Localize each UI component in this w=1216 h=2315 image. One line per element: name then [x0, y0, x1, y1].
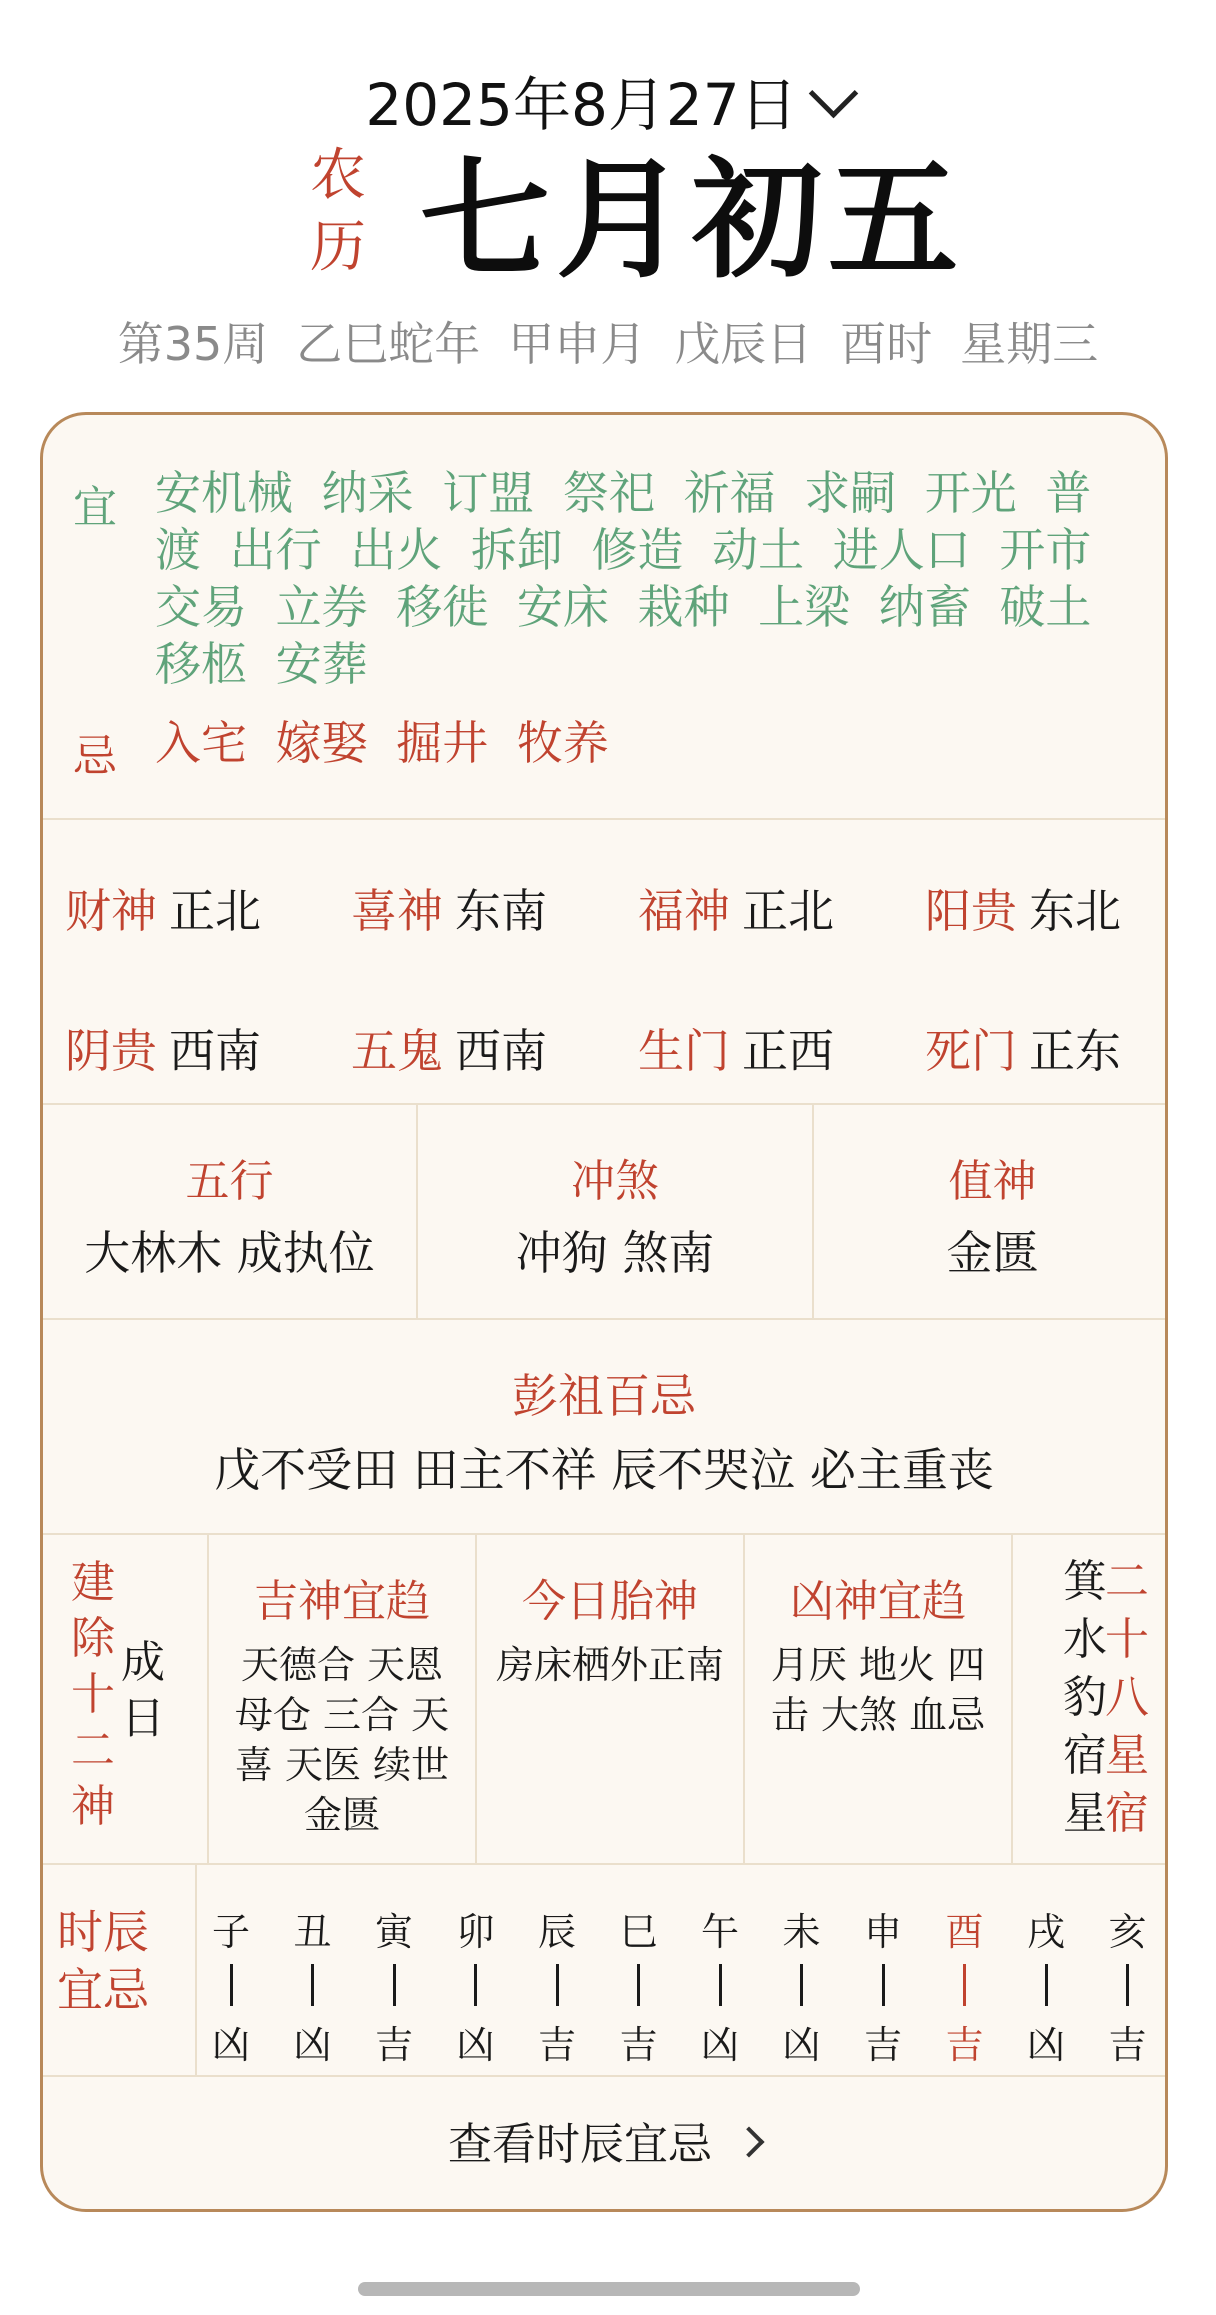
god-wugui: [351, 1015, 547, 1081]
hour-luck: 吉: [1108, 2023, 1147, 2067]
hour-name: 戌: [1026, 1910, 1065, 1954]
activity-item: 求嗣: [804, 466, 897, 520]
hour-divider: [474, 1964, 477, 2006]
activity-item: 出火: [350, 523, 443, 577]
hour-ganzhi: 酉时: [840, 317, 933, 371]
activity-item: 栽种: [637, 580, 730, 634]
ji-label: 忌: [73, 731, 117, 782]
god-value: 东北: [1029, 884, 1121, 938]
xiongshen-value: 月厌 地火 四击 大煞 血忌: [770, 1643, 986, 1737]
activity-item: 入宅: [155, 716, 247, 770]
hour-name: 午: [700, 1910, 739, 1954]
xiongshen-cell: [745, 1535, 1011, 1863]
activity-item: 开光: [924, 466, 1017, 520]
activity-item: 立券: [275, 580, 368, 634]
god-value: 东南: [455, 884, 547, 938]
jianchu-label: 建除十二神: [71, 1557, 115, 1832]
activity-item: 动土: [712, 523, 805, 577]
hour-item[interactable]: [609, 1901, 669, 2069]
hour-divider: [311, 1964, 314, 2006]
god-label: 阴贵: [65, 1024, 157, 1078]
year-ganzhi: 乙巳蛇年: [296, 317, 481, 371]
god-value: 正北: [169, 884, 261, 938]
hour-divider: [556, 1964, 559, 2006]
god-shengmen: [638, 1015, 834, 1081]
hour-name: 亥: [1108, 1910, 1147, 1954]
hour-divider: [1126, 1964, 1129, 2006]
hour-item[interactable]: [772, 1901, 832, 2069]
hour-luck: 吉: [945, 2023, 984, 2067]
god-value: 西南: [169, 1024, 261, 1078]
xiu-value: 箕水豹宿星: [1063, 1556, 1107, 1839]
activity-item: 嫁娶: [275, 716, 368, 770]
hour-divider: [800, 1964, 803, 2006]
activity-item: 安机械: [155, 466, 293, 520]
hour-luck: 凶: [1026, 2023, 1065, 2067]
date-text: 2025年8月27日: [365, 71, 798, 139]
hour-name: 辰: [537, 1910, 576, 1954]
chongsha-title: 冲煞: [571, 1156, 659, 1207]
zhishen-cell: [814, 1105, 1168, 1318]
hour-item[interactable]: [364, 1901, 424, 2069]
god-fushen: [638, 875, 834, 941]
date-selector[interactable]: [0, 58, 1216, 142]
activity-item: 开市: [999, 523, 1092, 577]
jianchu-value: 成日: [121, 1637, 165, 1744]
activity-item: 修造: [591, 523, 684, 577]
yi-label: 宜: [73, 482, 117, 533]
jishen-title: 吉神宜趋: [254, 1576, 430, 1627]
god-label: 五鬼: [351, 1024, 443, 1078]
taishen-cell: [477, 1535, 743, 1863]
activity-item: 普渡: [155, 466, 1092, 577]
hour-item[interactable]: [690, 1901, 750, 2069]
week-number: 第35周: [117, 317, 269, 371]
wuxing-title: 五行: [185, 1156, 274, 1207]
hour-divider: [393, 1964, 396, 2006]
god-xishen: [351, 875, 547, 941]
activity-item: 祭祀: [562, 466, 655, 520]
hour-luck: 凶: [456, 2023, 495, 2067]
god-value: 正北: [742, 884, 834, 938]
view-shichen-label: 查看时辰宜忌: [448, 2119, 712, 2170]
taishen-title: 今日胎神: [522, 1576, 698, 1627]
home-indicator[interactable]: [358, 2282, 860, 2296]
activity-item: 进人口: [832, 523, 971, 577]
hour-divider: [1045, 1964, 1048, 2006]
hour-name: 丑: [293, 1910, 332, 1954]
shichen-row: [43, 1865, 1165, 2077]
hour-item[interactable]: [283, 1901, 343, 2069]
hour-item[interactable]: [935, 1901, 995, 2069]
activity-item: 祈福: [683, 466, 776, 520]
hour-divider: [719, 1964, 722, 2006]
hour-luck: 凶: [211, 2023, 250, 2067]
ji-items: [155, 715, 1145, 772]
activity-item: 破土: [999, 580, 1092, 634]
lunar-tag-char: 农: [310, 143, 366, 208]
hour-name: 子: [211, 1910, 250, 1954]
activity-item: 订盟: [442, 466, 535, 520]
hour-name: 申: [863, 1910, 902, 1954]
god-label: 喜神: [351, 884, 443, 938]
god-label: 财神: [65, 884, 157, 938]
hour-name: 未: [782, 1910, 821, 1954]
chongsha-cell: [418, 1105, 812, 1318]
day-ganzhi: 戊辰日: [674, 317, 813, 371]
shen-row: [43, 1535, 1165, 1865]
lunar-date: 七月初五: [420, 144, 965, 296]
yiji-section: [43, 415, 1165, 820]
hour-name: 巳: [619, 1910, 658, 1954]
activity-item: 出行: [229, 523, 322, 577]
activity-item: 交易: [155, 580, 247, 634]
zhishen-title: 值神: [948, 1156, 1037, 1207]
activity-item: 牧养: [516, 716, 609, 770]
god-label: 阳贵: [925, 884, 1017, 938]
hour-luck: 吉: [374, 2023, 413, 2067]
lunar-tag: [308, 140, 368, 284]
god-value: 西南: [455, 1024, 547, 1078]
god-simen: [925, 1015, 1121, 1081]
divider: [1011, 1535, 1013, 1863]
gods-directions: [43, 820, 1165, 1105]
hour-item[interactable]: [1098, 1901, 1158, 2069]
chongsha-value: 冲狗 煞南: [515, 1226, 715, 1280]
god-caishen: [65, 875, 261, 941]
god-yingui: [65, 1015, 261, 1081]
pengzu-section: [43, 1320, 1165, 1535]
hour-luck: 凶: [782, 2023, 821, 2067]
hour-item[interactable]: [527, 1901, 587, 2069]
activity-item: 安葬: [275, 637, 368, 691]
hour-luck: 吉: [537, 2023, 576, 2067]
god-label: 福神: [638, 884, 730, 938]
activity-item: 纳采: [321, 466, 414, 520]
date-sub-info: [0, 308, 1216, 374]
hour-divider: [882, 1964, 885, 2006]
divider: [195, 1865, 197, 2075]
weekday: 星期三: [960, 317, 1099, 371]
god-yanggui: [925, 875, 1121, 941]
god-value: 正西: [742, 1024, 834, 1078]
shichen-label: 时辰宜忌: [57, 1905, 149, 2017]
xiongshen-title: 凶神宜趋: [790, 1576, 966, 1627]
hour-name: 酉: [945, 1910, 984, 1954]
hour-item[interactable]: [201, 1901, 261, 2069]
wuxing-row: [43, 1105, 1165, 1320]
hour-luck: 凶: [293, 2023, 332, 2067]
activity-item: 掘井: [396, 716, 489, 770]
hour-name: 卯: [456, 1910, 495, 1954]
zhishen-value: 金匮: [946, 1226, 1039, 1280]
xiu-label: 二十八星宿: [1105, 1556, 1149, 1839]
almanac-card: [40, 412, 1168, 2212]
view-shichen-button[interactable]: [43, 2077, 1165, 2212]
chevron-right-icon: [733, 2126, 764, 2157]
hour-divider: [963, 1964, 966, 2006]
hour-divider: [637, 1964, 640, 2006]
activity-item: 移柩: [155, 637, 247, 691]
activity-item: 拆卸: [470, 523, 563, 577]
wuxing-value: 大林木 成执位: [84, 1226, 375, 1280]
hour-luck: 吉: [863, 2023, 902, 2067]
pengzu-title: 彭祖百忌: [512, 1369, 696, 1423]
activity-item: 上梁: [758, 580, 851, 634]
activity-item: 移徙: [396, 580, 489, 634]
activity-item: 安床: [516, 580, 609, 634]
yi-items: [155, 465, 1145, 693]
hour-item[interactable]: [853, 1901, 913, 2069]
wuxing-cell: [43, 1105, 416, 1318]
taishen-value: 房床栖外正南: [495, 1643, 724, 1687]
chevron-down-icon: [808, 69, 857, 118]
pengzu-value: 戊不受田 田主不祥 辰不哭泣 必主重丧: [214, 1443, 994, 1497]
hour-luck: 吉: [619, 2023, 658, 2067]
god-label: 生门: [638, 1024, 730, 1078]
hour-item[interactable]: [446, 1901, 506, 2069]
jishen-value: 天德合 天恩 母仓 三合 天喜 天医 续世 金匮: [234, 1643, 450, 1837]
month-ganzhi: 甲申月: [508, 317, 647, 371]
jishen-cell: [209, 1535, 475, 1863]
lunar-tag-char: 历: [310, 215, 366, 280]
activity-item: 纳畜: [878, 580, 971, 634]
god-value: 正东: [1029, 1024, 1121, 1078]
hour-item[interactable]: [1016, 1901, 1076, 2069]
god-label: 死门: [925, 1024, 1017, 1078]
hour-name: 寅: [374, 1910, 413, 1954]
hour-luck: 凶: [700, 2023, 739, 2067]
hour-divider: [230, 1964, 233, 2006]
